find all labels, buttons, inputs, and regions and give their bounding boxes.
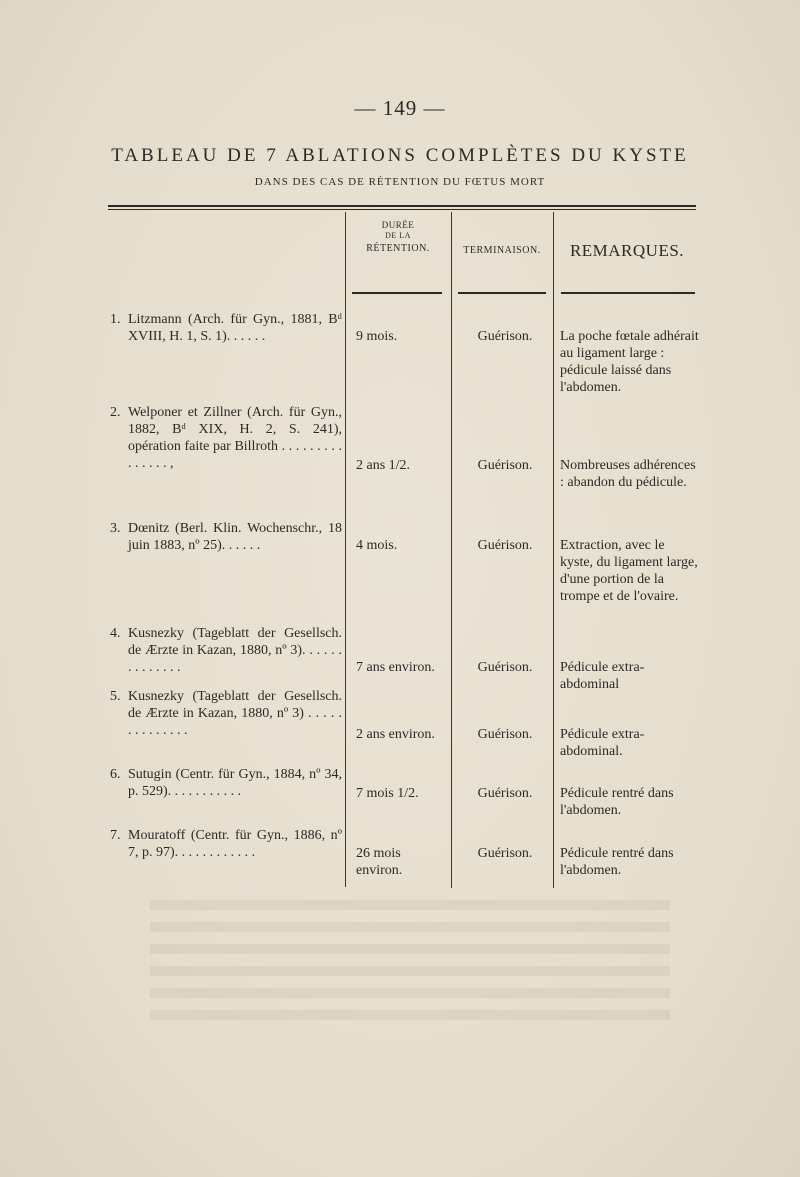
case-number: 2. [110, 405, 121, 420]
case-duration: 26 mois environ. [356, 846, 403, 878]
remarks-column-header: REMARQUES. [569, 241, 685, 260]
case-number: 7. [110, 828, 121, 843]
header-underline [458, 292, 546, 294]
table-subtitle: DANS DES CAS DE RÉTENTION DU FŒTUS MORT [254, 176, 546, 188]
case-outcome: Guérison. [477, 538, 533, 553]
duration-header-line: DE LA [385, 231, 411, 241]
case-remarks: Pédicule rentré dans l'abdomen. [560, 846, 674, 878]
case-description: 5. Kusnezky (Tageblatt der Gesellsch. de Ærzte in Kazan, 1880, nº 3) . . . . . . . . . . . . . . [110, 689, 342, 738]
case-duration: 7 mois 1/2. [356, 786, 419, 801]
case-outcome: Guérison. [477, 458, 533, 473]
case-description: 4. Kusnezky (Tageblatt der Gesellsch. de Ærzte in Kazan, 1880, nº 3). . . . . . . . . . . . . . [110, 626, 342, 675]
duration-header-line: DURÉE [381, 220, 415, 230]
case-number: 4. [110, 626, 121, 641]
column-divider [553, 212, 554, 888]
case-duration: 2 ans 1/2. [356, 458, 411, 473]
header-underline [561, 292, 695, 294]
case-number: 5. [110, 689, 121, 704]
case-remarks: Pédicule extra-abdominal [560, 660, 645, 692]
case-outcome: Guérison. [477, 660, 533, 675]
case-number: 1. [110, 312, 121, 327]
case-remarks: La poche fœtale adhérait au ligament large : pédicule laissé dans l'abdomen. [560, 329, 699, 395]
page-number: — 149 — [354, 96, 446, 120]
case-description: 6. Sutugin (Centr. für Gyn., 1884, nº 34, p. 529). . . . . . . . . . . [110, 767, 342, 799]
case-duration: 9 mois. [356, 329, 398, 344]
duration-column-header [350, 219, 446, 255]
case-duration: 7 ans environ. [356, 660, 435, 675]
column-divider [345, 212, 346, 887]
table-top-rule-thin [108, 209, 696, 210]
case-remarks: Nombreuses adhérences : abandon du pédicule. [560, 458, 696, 490]
case-number: 3. [110, 521, 121, 536]
case-duration: 4 mois. [356, 538, 398, 553]
case-remarks: Extraction, avec le kyste, du ligament large, d'une portion de la trompe et de l'ovaire. [560, 538, 698, 604]
case-outcome: Guérison. [477, 727, 533, 742]
case-remarks: Pédicule rentré dans l'abdomen. [560, 786, 674, 818]
case-description: 2. Welponer et Zillner (Arch. für Gyn., 1882, Bᵈ XIX, H. 2, S. 241), opération faite par Billroth . . . . . . . . . . . . . . . , [110, 405, 342, 471]
table-top-rule [108, 205, 696, 207]
case-remarks: Pédicule extra-abdominal. [560, 727, 645, 759]
paper-show-through [150, 900, 670, 1020]
case-description: 1. Litzmann (Arch. für Gyn., 1881, Bᵈ XVIII, H. 1, S. 1). . . . . . [110, 312, 342, 344]
case-outcome: Guérison. [477, 786, 533, 801]
case-description: 3. Dœnitz (Berl. Klin. Wochenschr., 18 juin 1883, nº 25). . . . . . [110, 521, 342, 553]
case-outcome: Guérison. [477, 329, 533, 344]
column-divider [451, 212, 452, 888]
case-description: 7. Mouratoff (Centr. für Gyn., 1886, nº 7, p. 97). . . . . . . . . . . . [110, 828, 342, 860]
outcome-column-header: TERMINAISON. [463, 245, 541, 256]
table-title: TABLEAU DE 7 ABLATIONS COMPLÈTES DU KYSTE [111, 145, 689, 166]
duration-header-line: RÉTENTION. [366, 242, 430, 254]
case-number: 6. [110, 767, 121, 782]
header-underline [352, 292, 442, 294]
case-outcome: Guérison. [477, 846, 533, 861]
case-duration: 2 ans environ. [356, 727, 435, 742]
